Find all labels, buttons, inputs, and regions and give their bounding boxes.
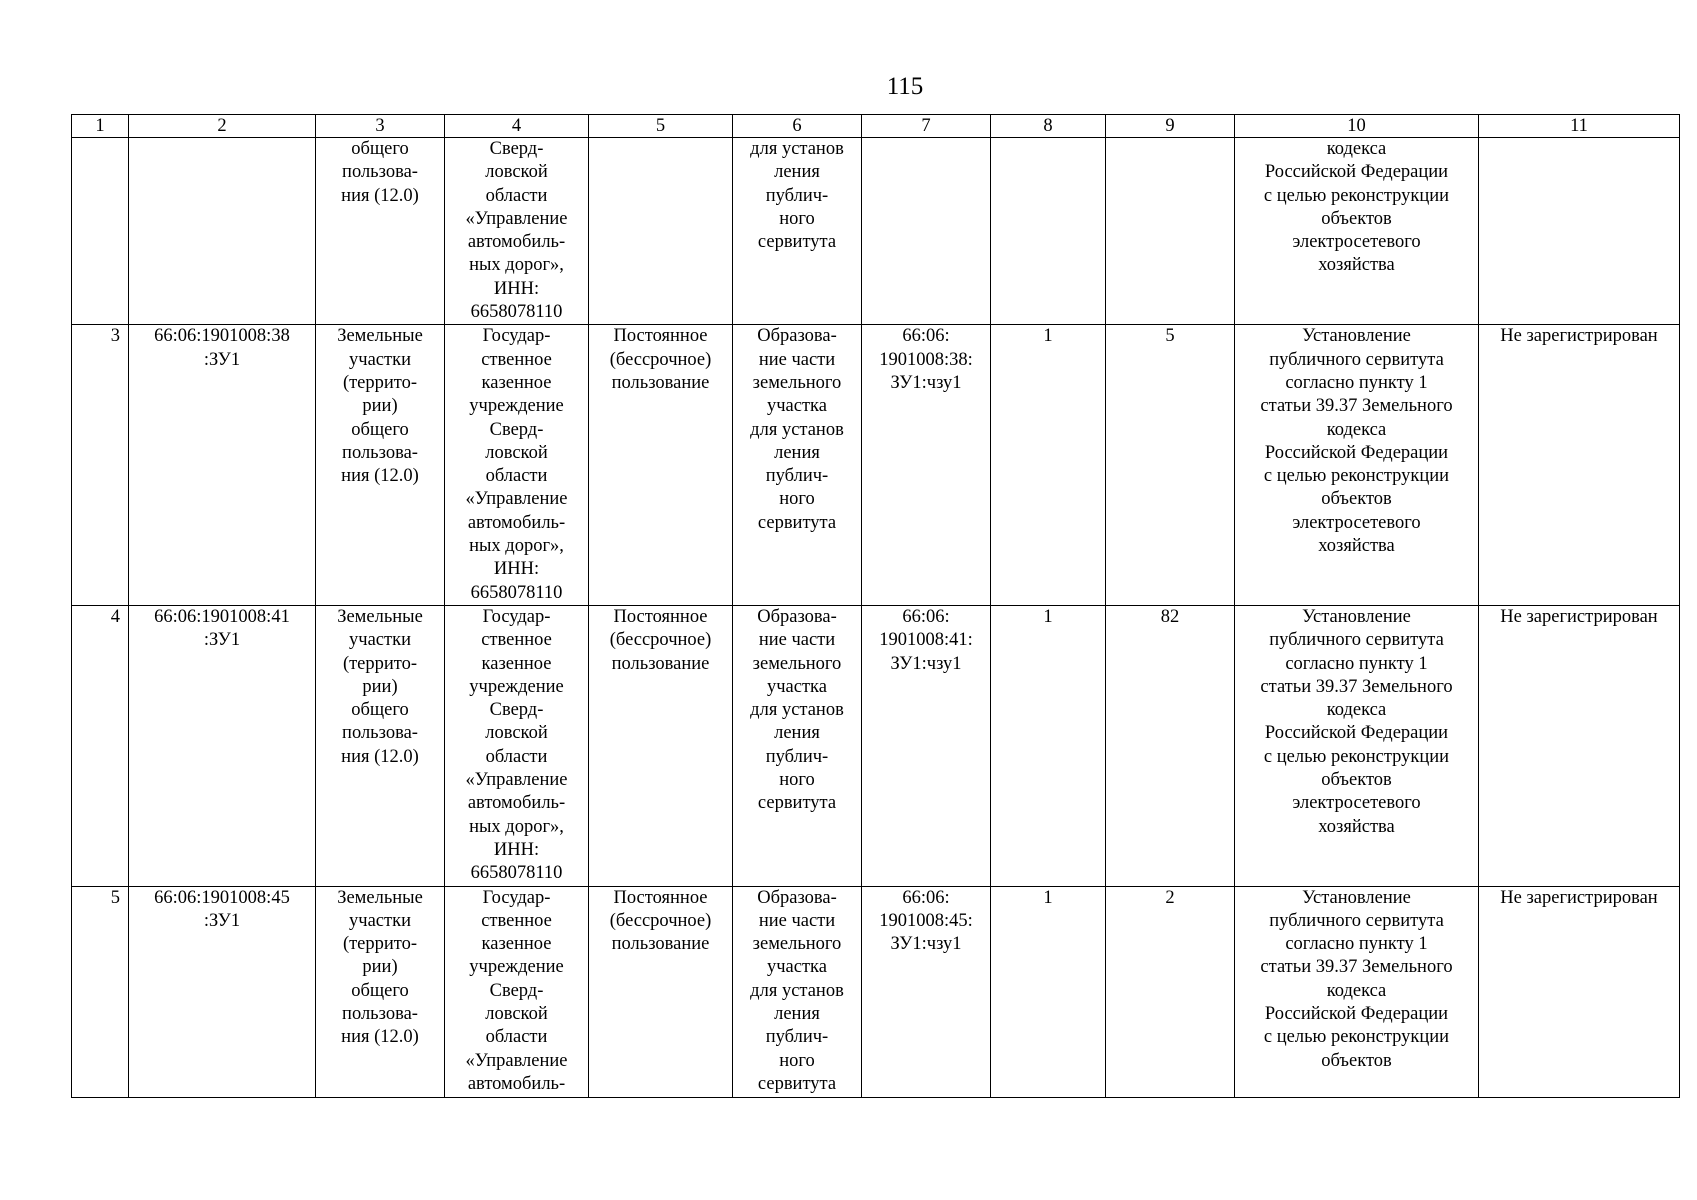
part-number-cell: 66:06: 1901008:38: ЗУ1:чзу1 <box>862 325 991 606</box>
right-holder-cell: Государ- ственное казенное учреждение Сверд- ловской области «Управление автомобиль- <box>445 886 589 1097</box>
col8-cell: 1 <box>991 605 1106 886</box>
part-number-cell <box>862 138 991 325</box>
land-category-cell: общего пользова- ния (12.0) <box>316 138 445 325</box>
land-category-cell: Земельные участки (террито- рии) общего пользова- ния (12.0) <box>316 886 445 1097</box>
land-category-cell: Земельные участки (террито- рии) общего пользова- ния (12.0) <box>316 605 445 886</box>
registration-cell: Не зарегистрирован <box>1479 886 1680 1097</box>
header-row <box>72 115 1680 138</box>
col8-cell <box>991 138 1106 325</box>
registration-cell <box>1479 138 1680 325</box>
column-header: 7 <box>862 115 991 138</box>
table-row <box>72 886 1680 1097</box>
table-row <box>72 138 1680 325</box>
land-category-cell: Земельные участки (террито- рии) общего пользова- ния (12.0) <box>316 325 445 606</box>
right-type-cell <box>589 138 733 325</box>
table-row <box>72 325 1680 606</box>
column-header: 10 <box>1235 115 1479 138</box>
basis-cell: кодекса Российской Федерации с целью реконструкции объектов электросетевого хозяйства <box>1235 138 1479 325</box>
basis-cell: Установление публичного сервитута согласно пункту 1 статьи 39.37 Земельного кодекса Российской Федерации с целью реконструкции объектов <box>1235 886 1479 1097</box>
right-type-cell: Постоянное (бессрочное) пользование <box>589 886 733 1097</box>
area-cell <box>1106 138 1235 325</box>
right-type-cell: Постоянное (бессрочное) пользование <box>589 605 733 886</box>
page-number: 115 <box>886 73 924 100</box>
row-number-cell: 5 <box>72 886 129 1097</box>
area-cell: 5 <box>1106 325 1235 606</box>
column-header: 2 <box>129 115 316 138</box>
right-holder-cell: Государ- ственное казенное учреждение Сверд- ловской области «Управление автомобиль- ных дорог», ИНН: 6658078110 <box>445 325 589 606</box>
part-number-cell: 66:06: 1901008:41: ЗУ1:чзу1 <box>862 605 991 886</box>
purpose-cell: Образова- ние части земельного участка для установ ления публич- ного сервитута <box>733 605 862 886</box>
column-header: 4 <box>445 115 589 138</box>
col8-cell: 1 <box>991 886 1106 1097</box>
purpose-cell: Образова- ние части земельного участка для установ ления публич- ного сервитута <box>733 325 862 606</box>
table-row <box>72 605 1680 886</box>
right-type-cell: Постоянное (бессрочное) пользование <box>589 325 733 606</box>
column-header: 3 <box>316 115 445 138</box>
area-cell: 2 <box>1106 886 1235 1097</box>
right-holder-cell: Сверд- ловской области «Управление автомобиль- ных дорог», ИНН: 6658078110 <box>445 138 589 325</box>
area-cell: 82 <box>1106 605 1235 886</box>
row-number-cell <box>72 138 129 325</box>
column-header: 1 <box>72 115 129 138</box>
column-header: 8 <box>991 115 1106 138</box>
data-table <box>71 114 1680 1098</box>
col8-cell: 1 <box>991 325 1106 606</box>
right-holder-cell: Государ- ственное казенное учреждение Сверд- ловской области «Управление автомобиль- ных дорог», ИНН: 6658078110 <box>445 605 589 886</box>
column-header: 11 <box>1479 115 1680 138</box>
cadastral-number-cell: 66:06:1901008:45 :ЗУ1 <box>129 886 316 1097</box>
cadastral-number-cell <box>129 138 316 325</box>
column-header: 5 <box>589 115 733 138</box>
column-header: 6 <box>733 115 862 138</box>
registration-cell: Не зарегистрирован <box>1479 605 1680 886</box>
purpose-cell: Образова- ние части земельного участка для установ ления публич- ного сервитута <box>733 886 862 1097</box>
column-header: 9 <box>1106 115 1235 138</box>
part-number-cell: 66:06: 1901008:45: ЗУ1:чзу1 <box>862 886 991 1097</box>
registration-cell: Не зарегистрирован <box>1479 325 1680 606</box>
basis-cell: Установление публичного сервитута согласно пункту 1 статьи 39.37 Земельного кодекса Российской Федерации с целью реконструкции объектов электросетевого хозяйства <box>1235 605 1479 886</box>
basis-cell: Установление публичного сервитута согласно пункту 1 статьи 39.37 Земельного кодекса Российской Федерации с целью реконструкции объектов электросетевого хозяйства <box>1235 325 1479 606</box>
row-number-cell: 3 <box>72 325 129 606</box>
cadastral-number-cell: 66:06:1901008:38 :ЗУ1 <box>129 325 316 606</box>
row-number-cell: 4 <box>72 605 129 886</box>
cadastral-number-cell: 66:06:1901008:41 :ЗУ1 <box>129 605 316 886</box>
purpose-cell: для установ ления публич- ного сервитута <box>733 138 862 325</box>
